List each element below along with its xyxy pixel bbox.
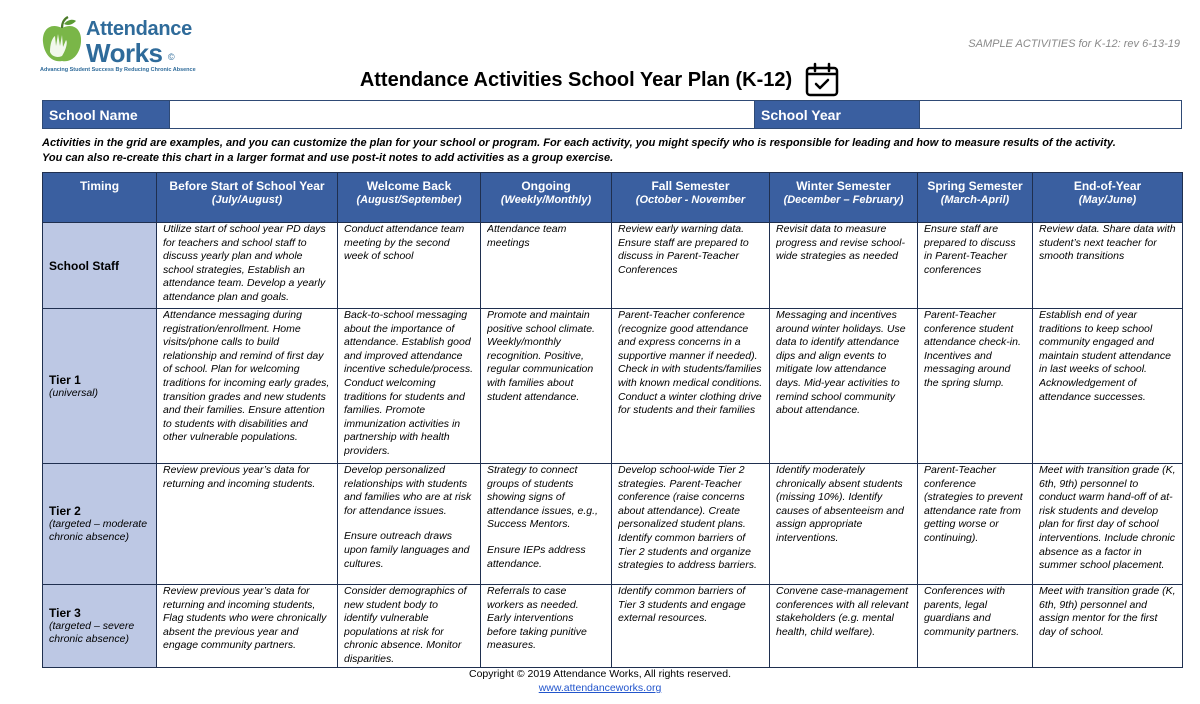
- row-header: Tier 3 (targeted – severe chronic absence): [43, 585, 157, 668]
- copyright-notice: Copyright © 2019 Attendance Works, All rights reserved.: [468, 668, 731, 680]
- activity-cell: Strategy to connect groups of students showing signs of attendance issues, e.g., Success Mentors. Ensure IEPs address attendance.: [481, 464, 612, 585]
- intro-text: [42, 136, 1182, 165]
- intro-line-2: You can also re-create this chart in a larger format and use post-it notes to add activities as a group exercise.: [42, 151, 614, 164]
- grid-header-row: [43, 173, 1183, 223]
- revision-note: SAMPLE ACTIVITIES for K-12: rev 6-13-19: [968, 38, 1180, 50]
- activity-cell: Consider demographics of new student body to identify vulnerable populations at risk for chronic absence. Monitor disparities.: [338, 585, 481, 668]
- row-header: Tier 1 (universal): [43, 309, 157, 464]
- grid-row-school-staff: [43, 223, 1183, 309]
- column-header: End-of-Year (May/June): [1033, 173, 1183, 223]
- activity-cell: Develop personalized relationships with students and families who are at risk for attendance issues. Ensure outreach draws upon family languages and cultures.: [338, 464, 481, 585]
- apple-hands-icon: [40, 16, 84, 64]
- activity-cell: Parent-Teacher conference (strategies to prevent attendance rate from getting worse or continuing).: [918, 464, 1033, 585]
- activity-cell: Attendance messaging during registration/enrollment. Home visits/phone calls to build relationship and remind of first day of school. Plan for welcoming traditions for incoming early grades, transition grades and new students and their families. Ensure attention to students with disabilities and other vulnerable populations.: [157, 309, 338, 464]
- activity-cell: Messaging and incentives around winter holidays. Use data to identify attendance dips and align events to mitigate low attendance days. Mid-year activities to remind school community about attendance.: [770, 309, 918, 464]
- activity-cell: Referrals to case workers as needed. Early interventions before taking punitive measures.: [481, 585, 612, 668]
- grid-row-tier-2: [43, 464, 1183, 585]
- column-header: Welcome Back (August/September): [338, 173, 481, 223]
- grid-row-tier-1: [43, 309, 1183, 464]
- activity-cell: Utilize start of school year PD days for teachers and school staff to discuss yearly plan and whole school strategies, Establish an attendance team. Develop a yearly attendance plan and goals.: [157, 223, 338, 309]
- activity-cell: Attendance team meetings: [481, 223, 612, 309]
- activity-cell: Ensure staff are prepared to discuss in Parent-Teacher conferences: [918, 223, 1033, 309]
- column-header: Fall Semester (October - November: [612, 173, 770, 223]
- activity-cell: Review early warning data. Ensure staff are prepared to discuss in Parent-Teacher Conferences: [612, 223, 770, 309]
- school-name-field[interactable]: [169, 101, 755, 128]
- brand-name-line1: Attendance: [86, 18, 192, 40]
- activity-cell: Review previous year’s data for returning and incoming students, Flag students who were chronically absent the previous year and engage community partners.: [157, 585, 338, 668]
- row-header: Tier 2 (targeted – moderate chronic absence): [43, 464, 157, 585]
- grid-row-tier-3: [43, 585, 1183, 668]
- activity-cell: Review data. Share data with student’s next teacher for smooth transitions: [1033, 223, 1183, 309]
- activity-cell: Revisit data to measure progress and revise school-wide strategies as needed: [770, 223, 918, 309]
- activity-cell: Meet with transition grade (K, 6th, 9th) personnel and assign mentor for the first day of school.: [1033, 585, 1183, 668]
- brand-copyright-mark: ©: [168, 52, 175, 62]
- calendar-check-icon: [804, 62, 840, 98]
- school-year-field[interactable]: [919, 101, 1181, 128]
- activity-cell: Identify common barriers of Tier 3 students and engage external resources.: [612, 585, 770, 668]
- column-header: Spring Semester (March-April): [918, 173, 1033, 223]
- activity-cell: Conduct attendance team meeting by the second week of school: [338, 223, 481, 309]
- activity-cell: Convene case-management conferences with all relevant stakeholders (e.g. mental health, child welfare).: [770, 585, 918, 668]
- column-header: Timing: [43, 173, 157, 223]
- column-header: Ongoing (Weekly/Monthly): [481, 173, 612, 223]
- activity-cell: Develop school-wide Tier 2 strategies. Parent-Teacher conference (raise concerns about attendance). Create personalized student plans. Identify common barriers of Tier 2 students and organize strategies to address barriers.: [612, 464, 770, 585]
- brand-tagline: Advancing Student Success By Reducing Chronic Absence: [40, 67, 196, 73]
- activity-cell: Conferences with parents, legal guardians and community partners.: [918, 585, 1033, 668]
- brand-name-line2: Works: [86, 38, 163, 68]
- page-title: Attendance Activities School Year Plan (K-12): [359, 68, 793, 91]
- column-header: Before Start of School Year (July/August): [157, 173, 338, 223]
- activity-cell: Identify moderately chronically absent students (missing 10%). Identify causes of absenteeism and assign appropriate interventions.: [770, 464, 918, 585]
- activity-cell: Review previous year’s data for returning and incoming students.: [157, 464, 338, 585]
- activity-cell: Meet with transition grade (K, 6th, 9th) personnel to conduct warm hand-off of at-risk students and develop plan for first day of school interventions. Include chronic absence as a factor in summer school placement.: [1033, 464, 1183, 585]
- activity-cell: Establish end of year traditions to keep school community engaged and maintain student attendance in last weeks of school. Acknowledgement of attendance successes.: [1033, 309, 1183, 464]
- intro-line-1: Activities in the grid are examples, and you can customize the plan for your school or program. For each activity, you might specify who is responsible for leading and how to measure results of the activity.: [42, 137, 1116, 149]
- activity-cell: Parent-Teacher conference (recognize good attendance and express concerns in a supportive manner if needed). Check in with students/families with known medical conditions. Conduct a winter clothing drive for students and their families: [612, 309, 770, 464]
- activity-cell: Back-to-school messaging about the importance of attendance. Establish good and improved attendance incentive schedule/process. Conduct welcoming traditions for students and families. Promote immunization activities in partnership with health providers.: [338, 309, 481, 464]
- activities-grid: [42, 172, 1183, 668]
- school-year-label: School Year: [755, 101, 919, 128]
- row-header: School Staff: [43, 223, 157, 309]
- activity-cell: Parent-Teacher conference student attendance check-in. Incentives and messaging around the spring slump.: [918, 309, 1033, 464]
- school-info-row: [42, 100, 1182, 129]
- title-bar: [0, 60, 1200, 100]
- website-link[interactable]: www.attendanceworks.org: [538, 682, 662, 694]
- school-name-label: School Name: [43, 101, 169, 128]
- activity-cell: Promote and maintain positive school climate. Weekly/monthly recognition. Positive, regular communication with families about student attendance.: [481, 309, 612, 464]
- column-header: Winter Semester (December – February): [770, 173, 918, 223]
